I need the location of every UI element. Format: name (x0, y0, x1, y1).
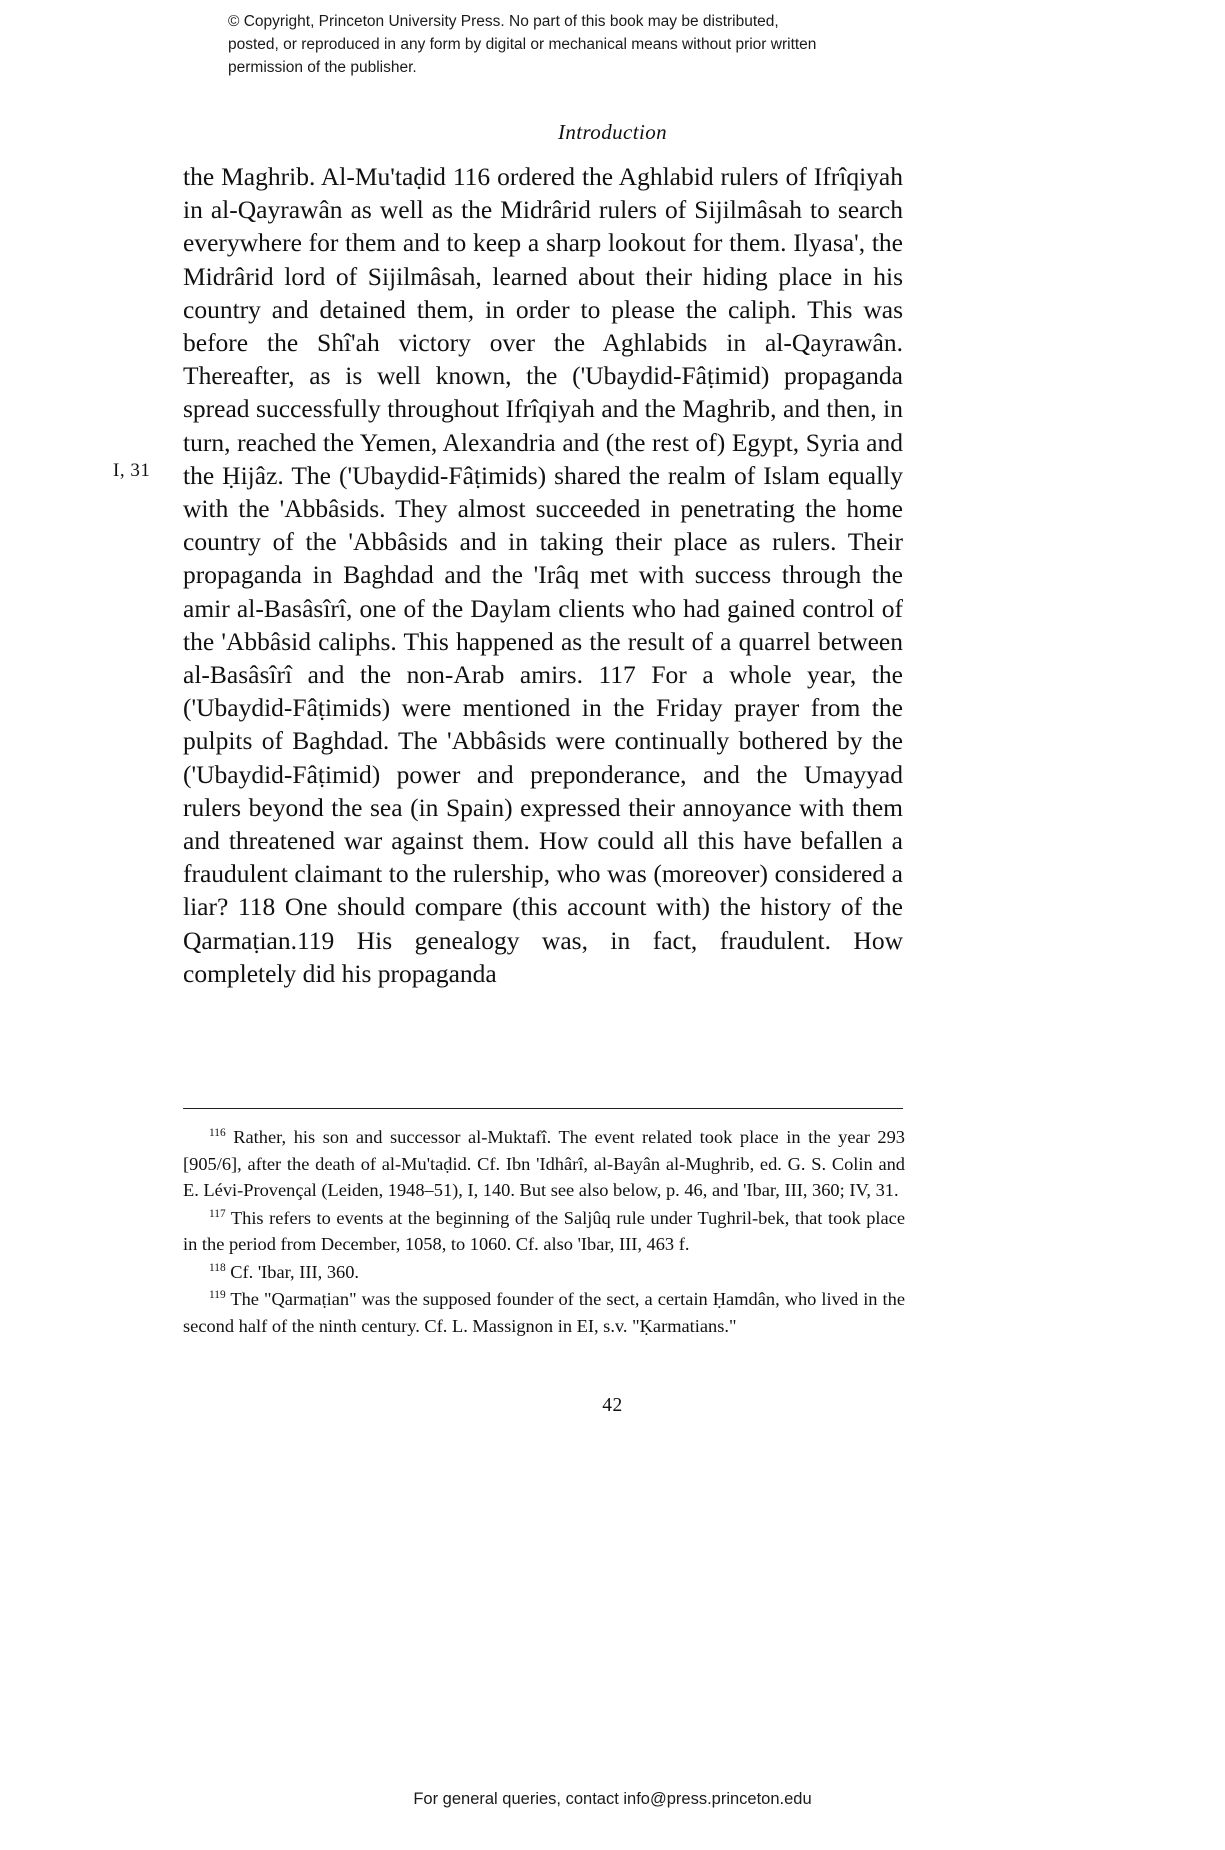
footnote-item (183, 1205, 905, 1258)
page-number: 42 (602, 1395, 623, 1416)
footnote-text: This refers to events at the beginning of the Saljûq rule under Tughril-bek, that took place in the period from December, 1058, to 1060. Cf. also 'Ibar, III, 463 f. (183, 1207, 906, 1254)
running-head: Introduction (557, 120, 667, 144)
footnote-item (183, 1124, 905, 1204)
body-paragraph: the Maghrib. Al-Mu'taḍid 116 ordered the Aghlabid rulers of Ifrîqiyah in al-Qayrawân as well as the Midrârid rulers of Sijilmâsah to search everywhere for them and to keep a sharp lookout for them. Ilyasa', the Midrârid lord of Sijilmâsah, learned about their hiding place in his country and detained them, in order to please the caliph. This was before the Shî'ah victory over the Aghlabids in al-Qayrawân. Thereafter, as is well known, the ('Ubaydid-Fâṭimid) propaganda spread successfully throughout Ifrîqiyah and the Maghrib, and then, in turn, reached the Yemen, Alexandria and (the rest of) Egypt, Syria and the Ḥijâz. The ('Ubaydid-Fâṭimids) shared the realm of Islam equally with the 'Abbâsids. They almost succeeded in penetrating the home country of the 'Abbâsids and in taking their place as rulers. Their propaganda in Baghdad and the 'Irâq met with success through the amir al-Basâsîrî, one of the Daylam clients who had gained control of the 'Abbâsid caliphs. This happened as the result of a quarrel between al-Basâsîrî and the non-Arab amirs. 117 For a whole year, the ('Ubaydid-Fâṭimids) were mentioned in the Friday prayer from the pulpits of Baghdad. The 'Abbâsids were continually bothered by the ('Ubaydid-Fâṭimid) power and preponderance, and the Umayyad rulers beyond the sea (in Spain) expressed their annoyance with them and threatened war against them. How could all this have befallen a fraudulent claimant to the rulership, who was (moreover) considered a liar? 118 One should compare (this account with) the history of the Qarmaṭian.119 His genealogy was, in fact, fraudulent. How completely did his propaganda (183, 162, 903, 988)
footnote-marker: 116 (209, 1126, 226, 1139)
footer-contact-note: For general queries, contact info@press.princeton.edu (413, 1790, 812, 1808)
body-text-block (183, 160, 903, 990)
footnote-item (183, 1286, 905, 1339)
footnote-marker: 118 (209, 1261, 226, 1274)
footnote-marker: 119 (209, 1288, 226, 1301)
footnotes-block (183, 1124, 905, 1340)
footnote-item (183, 1259, 905, 1286)
footnote-text: Rather, his son and successor al-Muktafî. The event related took place in the year 293 [905/6], after the death of al-Mu'taḍid. Cf. Ibn 'Idhârî, al-Bayân al-Mughrib, ed. G. S. Colin and E. Lévi-Provençal (Leiden, 1948–51), I, 140. But see also below, p. 46, and 'Ibar, III, 360; IV, 31. (183, 1127, 905, 1200)
marginal-reference: I, 31 (113, 460, 151, 481)
copyright-notice: © Copyright, Princeton University Press. No part of this book may be distributed, posted, or reproduced in any form by digital or mechanical means without prior written permission of the publisher. (228, 13, 817, 76)
footnote-divider (183, 1108, 903, 1109)
footnote-marker: 117 (209, 1207, 226, 1220)
footnote-text: Cf. 'Ibar, III, 360. (230, 1261, 359, 1282)
footnote-text: The "Qarmaṭian" was the supposed founder of the sect, a certain Ḥamdân, who lived in the second half of the ninth century. Cf. L. Massignon in EI, s.v. "Ḳarmatians." (183, 1289, 905, 1336)
